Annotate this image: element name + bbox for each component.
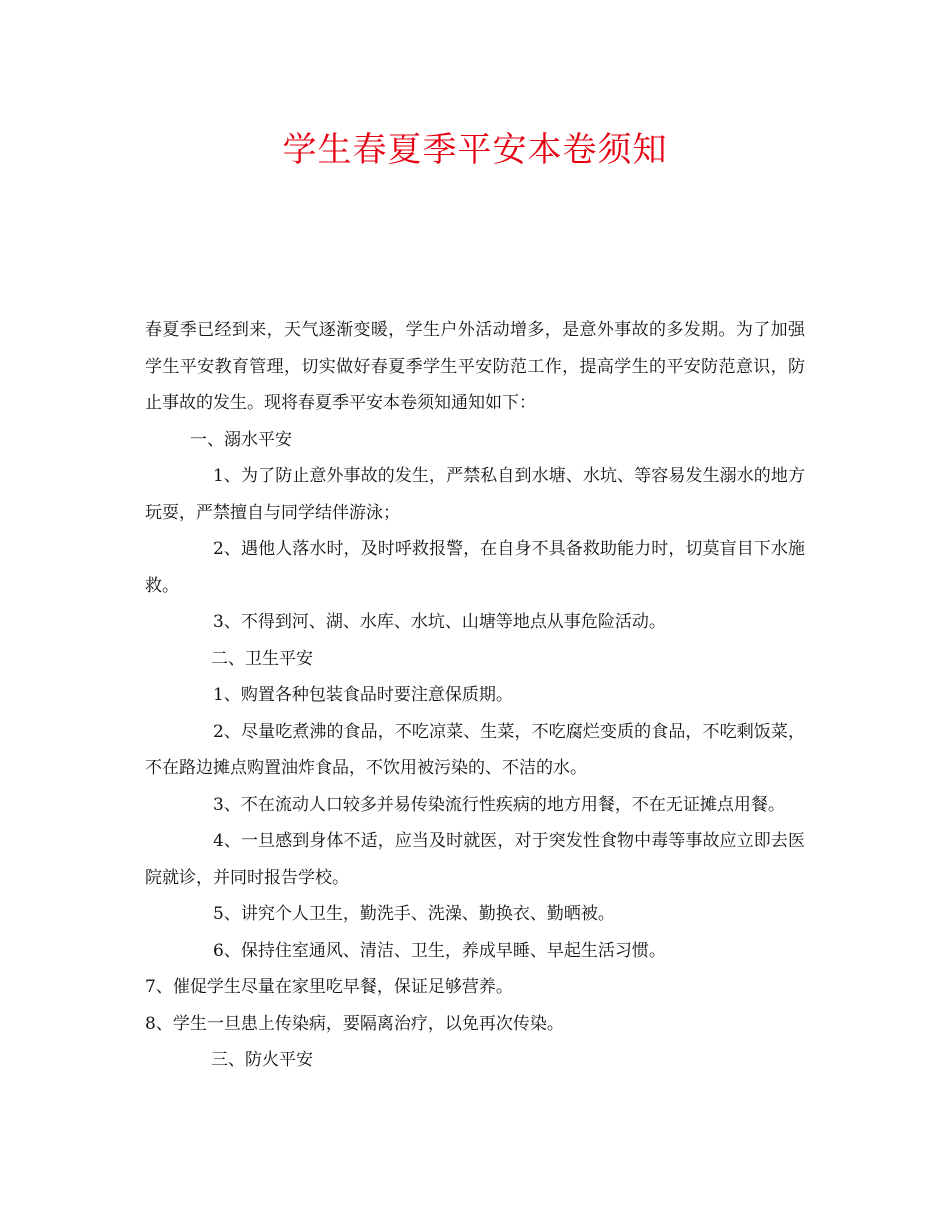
list-item: 1、购置各种包装食品时要注意保质期。 — [213, 685, 513, 705]
list-item: 2、尽量吃煮沸的食品，不吃凉菜、生菜，不吃腐烂变质的食品，不吃剩饭菜，不在路边摊点购置油炸食品，不饮用被污染的、不洁的水。 — [145, 721, 805, 778]
intro-paragraph: 春夏季已经到来，天气逐渐变暖，学生户外活动增多，是意外事故的多发期。为了加强学生平安教育管理，切实做好春夏季学生平安防范工作，提高学生的平安防范意识，防止事故的发生。现将春夏季平安本卷须知通知如下： — [145, 320, 805, 413]
list-item: 5、讲究个人卫生，勤洗手、洗澡、勤换衣、勤晒被。 — [213, 904, 615, 924]
document-body — [145, 312, 805, 1079]
document-title: 学生春夏季平安本卷须知 — [282, 130, 668, 170]
section-heading-fire: 三、防火平安 — [211, 1050, 313, 1070]
list-item: 6、保持住室通风、清洁、卫生，养成早睡、早起生活习惯。 — [213, 940, 666, 961]
list-item: 7、催促学生尽量在家里吃早餐，保证足够营养。 — [145, 977, 513, 997]
list-item: 1、为了防止意外事故的发生，严禁私自到水塘、水坑、等容易发生溺水的地方玩耍，严禁擅自与同学结伴游泳； — [145, 466, 805, 523]
list-item: 3、不在流动人口较多并易传染流行性疾病的地方用餐，不在无证摊点用餐。 — [213, 794, 785, 815]
list-item: 8、学生一旦患上传染病，要隔离治疗，以免再次传染。 — [145, 1013, 564, 1034]
section-heading-drowning: 一、溺水平安 — [190, 429, 292, 450]
section-heading-hygiene: 二、卫生平安 — [211, 648, 313, 669]
list-item: 2、遇他人落水时，及时呼救报警，在自身不具备救助能力时，切莫盲目下水施救。 — [145, 539, 805, 596]
list-item: 4、一旦感到身体不适，应当及时就医，对于突发性食物中毒等事故应立即去医院就诊，并同时报告学校。 — [145, 831, 805, 888]
list-item: 3、不得到河、湖、水库、水坑、山塘等地点从事危险活动。 — [213, 612, 666, 632]
